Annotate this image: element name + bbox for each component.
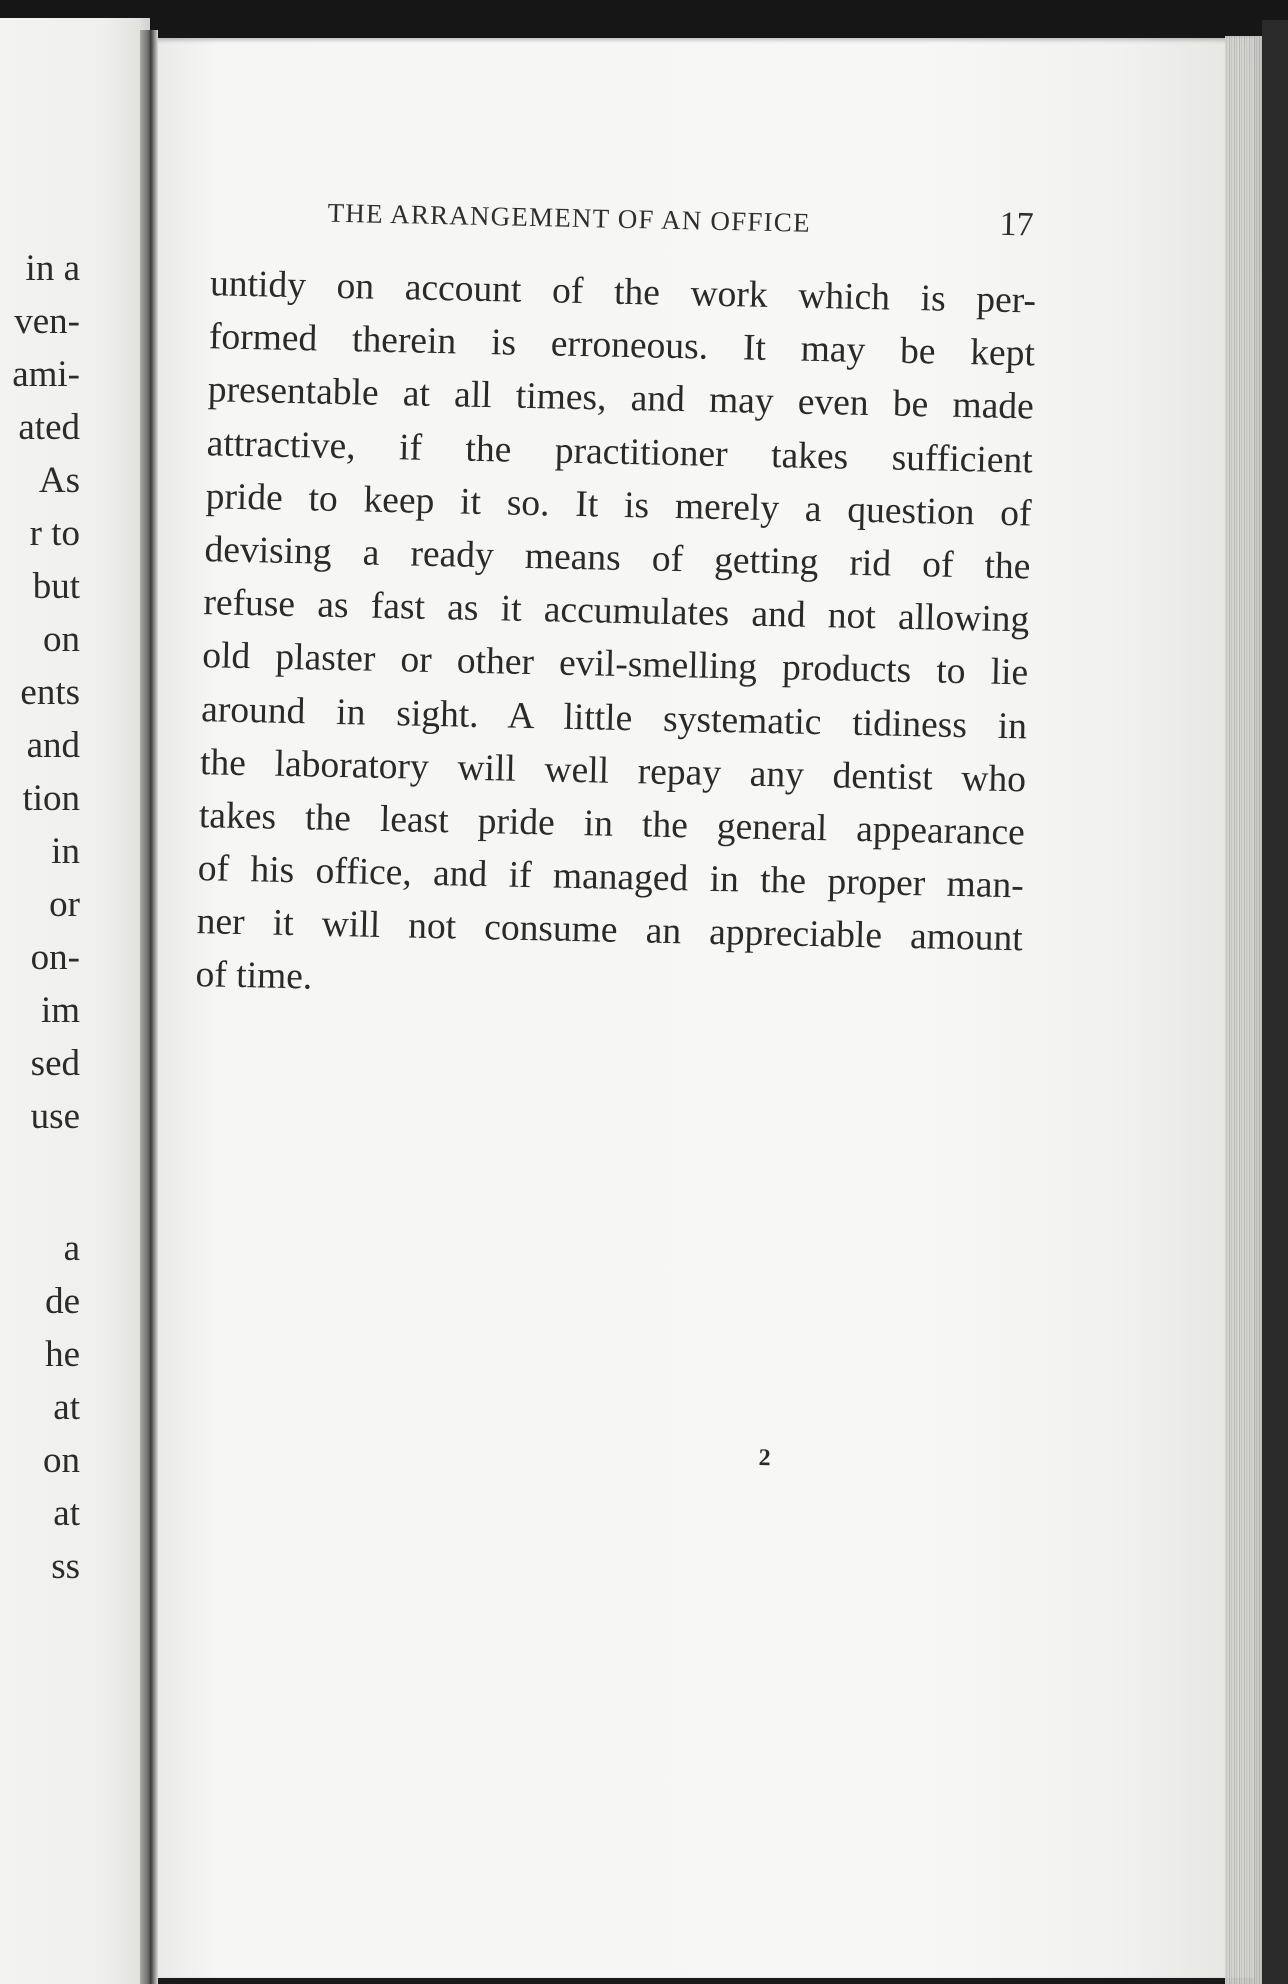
left-page-fragment: and: [26, 725, 80, 766]
left-page-fragment: on-: [30, 937, 80, 978]
left-page-fragment: As: [38, 460, 80, 501]
left-page-fragment: or: [49, 884, 80, 925]
body-paragraph: [195, 257, 1036, 1019]
running-head: THE ARRANGEMENT OF AN OFFICE: [327, 197, 812, 238]
text-line: old plaster or other evil-smelling products to lie: [201, 635, 1029, 694]
text-line: untidy on account of the work which is per-: [209, 263, 1037, 322]
page-number: 17: [999, 205, 1034, 244]
left-page-fragment: sed: [30, 1043, 80, 1084]
left-facing-page: [0, 18, 150, 1984]
left-page-fragment: he: [45, 1334, 80, 1375]
text-line: around in sight. A little systematic tidiness in: [200, 688, 1028, 747]
left-page-fragment: ss: [51, 1546, 80, 1587]
left-page-fragment: ven-: [14, 301, 80, 342]
left-page-fragment: ami-: [12, 354, 80, 395]
text-line: of time.: [195, 954, 313, 998]
left-page-fragment: r to: [29, 513, 80, 554]
left-page-fragment: in: [51, 831, 80, 872]
text-line: the laboratory will well repay any dentist who: [199, 741, 1027, 801]
text-line: formed therein is erroneous. It may be kept: [208, 316, 1036, 375]
left-page-fragment: ents: [20, 672, 80, 713]
text-line: refuse as fast as it accumulates and not allowing: [203, 582, 1030, 641]
text-line: presentable at all times, and may even be made: [207, 369, 1035, 428]
book-gutter: [140, 30, 158, 1984]
text-line: devising a ready means of getting rid of the: [204, 529, 1031, 588]
left-page-fragment: at: [53, 1493, 80, 1534]
text-line: takes the least pride in the general appearance: [198, 794, 1026, 854]
text-line: pride to keep it so. It is merely a question of: [205, 475, 1032, 535]
text-line: attractive, if the practitioner takes sufficient: [206, 422, 1034, 482]
signature-mark: 2: [758, 1444, 771, 1472]
left-page-fragment: in a: [25, 248, 80, 289]
left-page-fragment: im: [40, 990, 80, 1031]
scan-edge-shadow: [1262, 20, 1288, 1984]
left-page-fragment: a: [63, 1228, 80, 1269]
left-page-fragment: ated: [18, 407, 80, 448]
text-line: of his office, and if managed in the proper man-: [197, 848, 1025, 907]
page-fore-edge: [1225, 36, 1267, 1984]
left-page-fragment: use: [30, 1096, 80, 1137]
left-page-fragment: tion: [22, 778, 80, 819]
left-page-fragment: but: [32, 566, 80, 607]
text-line: ner it will not consume an appreciable amount: [196, 901, 1024, 960]
left-page-fragment: on: [43, 619, 80, 660]
left-page-fragment: on: [43, 1440, 80, 1481]
left-page-fragment: at: [53, 1387, 80, 1428]
left-page-fragment: de: [45, 1281, 80, 1322]
